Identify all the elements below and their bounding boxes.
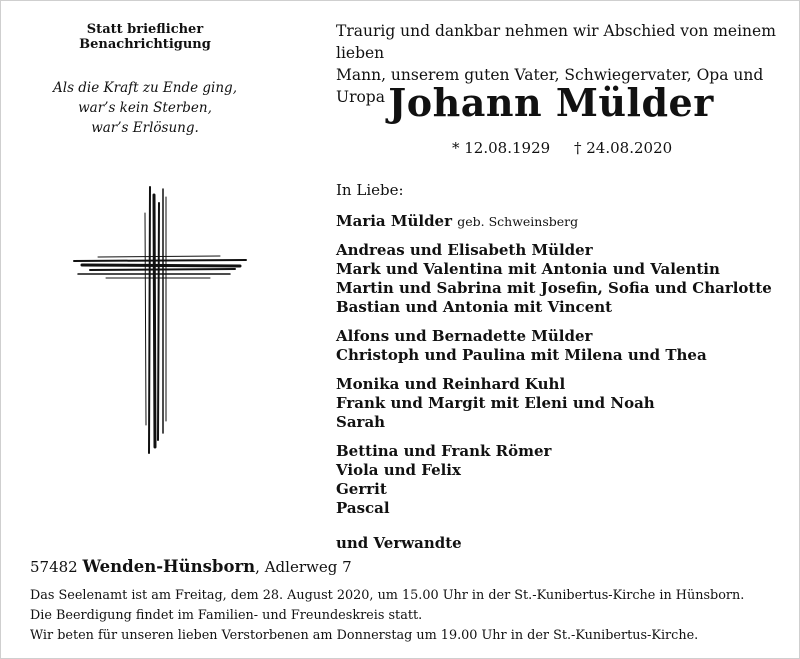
family-line: Monika und Reinhard Kuhl <box>336 375 566 393</box>
relatives-line: und Verwandte <box>336 534 462 552</box>
deceased-name: Johann Mülder <box>388 80 714 125</box>
poem <box>40 78 250 138</box>
poem-line: war’s kein Sterben, <box>78 100 212 116</box>
spouse-maiden-name: geb. Schweinsberg <box>457 214 579 229</box>
spouse-name: Maria Mülder <box>336 212 453 230</box>
address-street: , Adlerweg 7 <box>255 558 352 576</box>
family-line: Pascal <box>336 499 390 517</box>
notice-header: Statt brieflicher Benachrichtigung <box>79 22 211 52</box>
family-line: Frank und Margit mit Eleni und Noah <box>336 394 655 412</box>
family-line: Martin und Sabrina mit Josefin, Sofia und Charlotte <box>336 279 772 297</box>
spouse-group <box>336 212 786 231</box>
service-info <box>30 586 790 646</box>
info-line: Die Beerdigung findet im Familien- und Freundeskreis statt. <box>30 608 423 623</box>
info-line: Das Seelenamt ist am Freitag, dem 28. August 2020, um 15.00 Uhr in der St.-Kunibertus-Kirche in Hünsborn. <box>30 588 745 603</box>
info-line: Wir beten für unseren lieben Verstorbenen am Donnerstag um 19.00 Uhr in der St.-Kunibertus-Kirche. <box>30 628 699 643</box>
address-zip: 57482 <box>30 558 78 576</box>
family-line: Bettina und Frank Römer <box>336 442 552 460</box>
family-group <box>336 375 786 432</box>
intro-line: Traurig und dankbar nehmen wir Abschied von meinem lieben <box>336 22 776 62</box>
family-group <box>336 241 786 317</box>
mourners-list <box>336 212 786 563</box>
poem-line: Als die Kraft zu Ende ging, <box>53 80 237 96</box>
cross-icon <box>70 185 250 455</box>
intro-line: Mann, unserem guten Vater, Schwiegervater, Opa und Uropa <box>336 66 764 106</box>
birth-date: * 12.08.1929 <box>452 139 551 157</box>
family-line: Sarah <box>336 413 386 431</box>
family-line: Viola und Felix <box>336 461 461 479</box>
family-line: Gerrit <box>336 480 387 498</box>
family-line: Christoph und Paulina mit Milena und Thea <box>336 346 707 364</box>
family-line: Alfons und Bernadette Mülder <box>336 327 593 345</box>
death-date: † 24.08.2020 <box>574 139 673 157</box>
in-love-label: In Liebe: <box>336 181 404 199</box>
family-line: Bastian und Antonia mit Vincent <box>336 298 613 316</box>
family-line: Andreas und Elisabeth Mülder <box>336 241 593 259</box>
address-place: Wenden-Hünsborn <box>82 557 256 576</box>
relatives-group <box>336 534 786 553</box>
family-group <box>336 442 786 518</box>
family-group <box>336 327 786 365</box>
family-line: Mark und Valentina mit Antonia und Valentin <box>336 260 720 278</box>
address <box>30 557 352 576</box>
spouse-line <box>336 212 786 231</box>
poem-line: war’s Erlösung. <box>91 120 199 136</box>
